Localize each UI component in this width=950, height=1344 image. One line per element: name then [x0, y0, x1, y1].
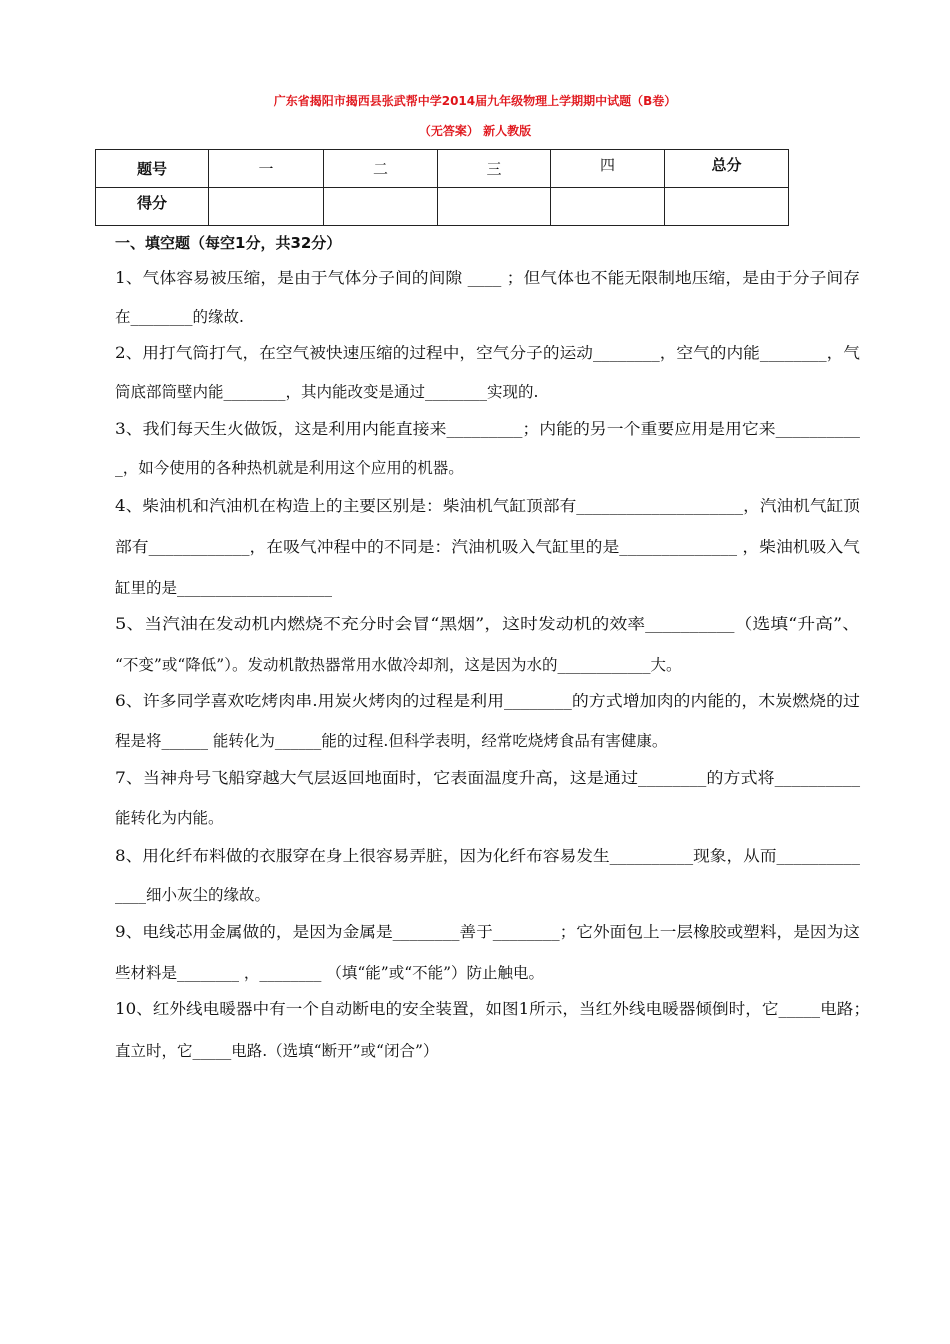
question-line: 缸里的是____________________ — [115, 579, 333, 597]
question-line: 9、电线芯用金属做的，是因为金属是________善于________；它外面包上一层橡胶或塑料，是因为这 — [115, 923, 860, 941]
question-line: 能转化为内能。 — [115, 809, 224, 827]
question-line: 4、柴油机和汽油机在构造上的主要区别是：柴油机气缸顶部有____________________，汽油机气缸顶 — [115, 497, 860, 515]
score-cell — [665, 188, 789, 226]
document-title-line-2: （无答案） 新人教版 — [418, 124, 532, 138]
score-table-header-row — [96, 150, 789, 188]
question-line: 8、用化纤布料做的衣服穿在身上很容易弄脏，因为化纤布容易发生__________现象，从而__________ — [115, 847, 860, 865]
score-header-cell: 三 — [438, 150, 551, 188]
question-line: ____细小灰尘的缘故。 — [115, 886, 271, 904]
score-cell — [209, 188, 324, 226]
score-row-label: 得分 — [96, 188, 209, 226]
question-line: 6、许多同学喜欢吃烤肉串.用炭火烤肉的过程是利用________的方式增加肉的内能的，木炭燃烧的过 — [115, 692, 860, 710]
question-line: 5、当汽油在发动机内燃烧不充分时会冒“黑烟”，这时发动机的效率__________（选填“升高”、 — [115, 615, 860, 633]
score-header-cell: 一 — [209, 150, 324, 188]
question-line: _，如今使用的各种热机就是利用这个应用的机器。 — [115, 459, 464, 477]
question-line: 直立时，它_____电路.（选填“断开”或“闭合”） — [115, 1042, 439, 1060]
document-title-line-1: 广东省揭阳市揭西县张武帮中学2014届九年级物理上学期期中试题（B卷） — [273, 94, 677, 108]
score-header-cell: 四 — [551, 150, 665, 188]
question-line: 筒底部筒壁内能________，其内能改变是通过________实现的. — [115, 383, 539, 401]
score-header-cell: 二 — [324, 150, 438, 188]
score-cell — [324, 188, 438, 226]
question-line: 2、用打气筒打气，在空气被快速压缩的过程中，空气分子的运动________，空气的内能________，气 — [115, 344, 860, 362]
question-line: 些材料是________ ，________ （填“能”或“不能”）防止触电。 — [115, 964, 545, 982]
question-line: “不变”或“降低”）。发动机散热器常用水做冷却剂，这是因为水的____________大。 — [115, 656, 682, 674]
score-header-cell: 题号 — [96, 150, 209, 188]
score-table-score-row — [96, 188, 789, 226]
score-cell — [551, 188, 665, 226]
question-line: 部有____________，在吸气冲程中的不同是：汽油机吸入气缸里的是______________ ，柴油机吸入气 — [115, 538, 860, 556]
score-header-cell: 总分 — [665, 150, 789, 188]
question-line: 3、我们每天生火做饭，这是利用内能直接来_________；内能的另一个重要应用是用它来__________ — [115, 420, 860, 438]
question-line: 1、气体容易被压缩，是由于气体分子间的间隙 ____ ；但气体也不能无限制地压缩，是由于分子间存 — [115, 269, 860, 287]
section-heading: 一、填空题（每空1分，共32分） — [115, 234, 342, 252]
question-line: 在________的缘故. — [115, 308, 244, 326]
question-line: 程是将______ 能转化为______能的过程.但科学表明，经常吃烧烤食品有害健康。 — [115, 732, 668, 750]
score-cell — [438, 188, 551, 226]
score-table — [95, 149, 789, 226]
question-line: 7、当神舟号飞船穿越大气层返回地面时，它表面温度升高，这是通过________的方式将__________ — [115, 769, 860, 787]
question-line: 10、红外线电暖器中有一个自动断电的安全装置，如图1所示，当红外线电暖器倾倒时，它_____电路； — [115, 1000, 871, 1018]
